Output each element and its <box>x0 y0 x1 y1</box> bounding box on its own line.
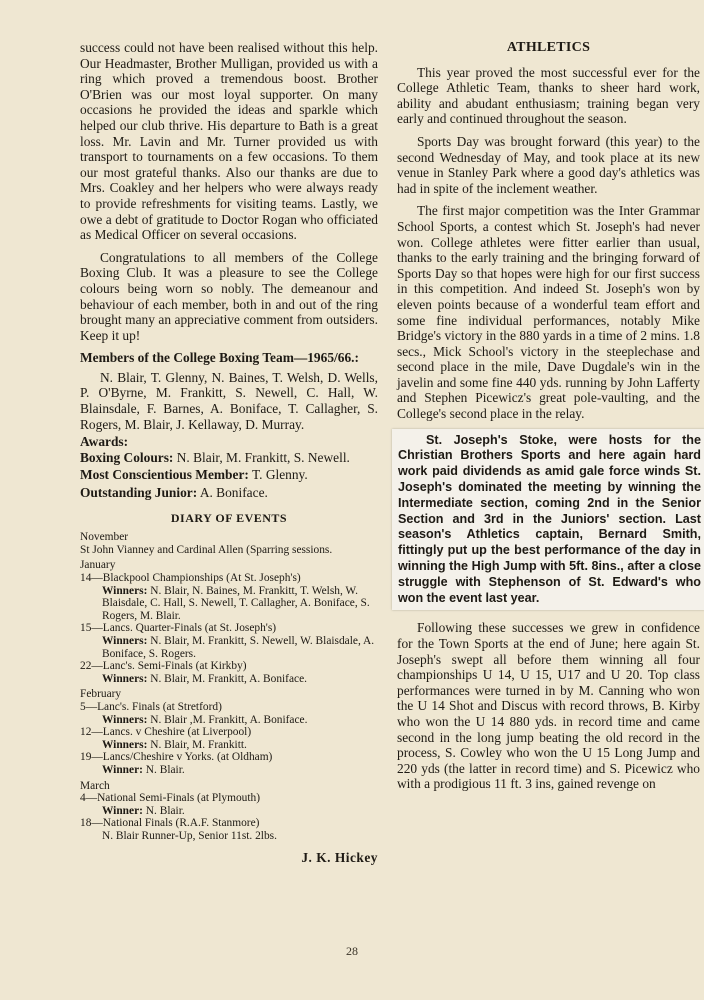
athletics-heading: ATHLETICS <box>506 40 591 55</box>
winners-label: Winners: <box>102 738 148 751</box>
award-boxing-colours <box>80 450 378 466</box>
diary-entry: 5—Lanc's. Finals (at Stretford) <box>80 700 222 713</box>
diary-note: N. Blair Runner-Up, Senior 11st. 2lbs. <box>102 829 277 842</box>
diary-of-events <box>80 531 378 842</box>
award-value: N. Blair, M. Frankitt, S. Newell. <box>176 449 350 465</box>
diary-winners <box>80 585 378 623</box>
diary-entry: St John Vianney and Cardinal Allen (Sparring sessions. <box>80 543 333 556</box>
month-march: March <box>80 779 110 792</box>
awards-heading: Awards: <box>80 434 129 450</box>
diary-winners <box>80 764 378 777</box>
winners-names: N. Blair, M. Frankitt, A. Boniface. <box>150 672 307 685</box>
award-outstanding-junior <box>80 485 378 501</box>
athletics-paragraph-1: This year proved the most successful ever for the College Athletic Team, thanks to sheer hard work, ability and abudant enthusiasm; training began very early and continued throughout the season. <box>397 64 700 127</box>
winners-label: Winners: <box>102 634 148 647</box>
diary-winners <box>80 635 378 660</box>
month-february: February <box>80 688 122 701</box>
members-heading: Members of the College Boxing Team—1965/66.: <box>80 350 359 366</box>
winners-names: N. Blair. <box>145 763 185 776</box>
right-column <box>397 40 700 799</box>
members-list: N. Blair, T. Glenny, N. Baines, T. Welsh, D. Wells, P. O'Byrne, M. Frankitt, S. Newell, C. Hall, W. Blainsdale, F. Barnes, A. Boniface, T. Callagher, S. Rogers, M. Blair, J. Kellaway, D. Murray. <box>80 369 378 432</box>
boxing-paragraph-2: Congratulations to all members of the College Boxing Club. It was a pleasure to see the College colours being worn so nobly. The demeanour and behaviour of each member, both in and out of the ring brought many an appreciative comment from outsiders. Keep it up! <box>80 249 378 343</box>
left-column <box>80 40 378 866</box>
award-most-conscientious <box>80 467 378 483</box>
diary-winners <box>80 714 378 727</box>
month-november: November <box>80 531 129 544</box>
newspaper-clipping <box>392 429 704 611</box>
award-value: T. Glenny. <box>251 467 308 483</box>
diary-winners <box>80 739 378 752</box>
winners-names: N. Blair ,M. Frankitt, A. Boniface. <box>150 713 308 726</box>
clipping-text: St. Joseph's Stoke, were hosts for the Christian Brothers Sports and here again hard work paid dividends as amid gale force winds St. Joseph's dominated the meeting by winning the Intermediate section, coming 2nd in the Senior Section and 3rd in the Juniors' section. Last season's Athletics captain, Bernard Smith, fittingly put up the best performance of the day in winning the High Jump with 5ft. 8ins., after a close struggle with Stephenson of St. Edward's who won the event last year. <box>398 432 701 605</box>
diary-winners <box>80 805 378 818</box>
diary-entry: 4—National Semi-Finals (at Plymouth) <box>80 792 261 805</box>
diary-entry: 15—Lancs. Quarter-Finals (at St. Joseph's) <box>80 622 277 635</box>
award-label: Most Conscientious Member: <box>80 467 249 483</box>
winners-label: Winner: <box>102 763 143 776</box>
boxing-paragraph-1: success could not have been realised without this help. Our Headmaster, Brother Mulligan, provided us with a ring which proved a tremendous boost. Brother O'Brien was our most loyal supporter. On many occasions he provided the ideas and sparkle which helped our club thrive. His departure to Bath is a great loss. Mr. Lavin and Mr. Turner provided us with transport to tournaments on a few occasions. To them our most grateful thanks. Also our thanks are due to Mrs. Coakley and her helpers who were always ready to provide refreshments for visiting teams. Lastly, we owe a debt of gratitude to Doctor Rogan who officiated as Medical Officer on several occasions. <box>80 40 378 243</box>
winners-label: Winners: <box>102 584 148 597</box>
winners-label: Winners: <box>102 713 148 726</box>
winners-names: N. Blair, M. Frankitt. <box>150 738 247 751</box>
athletics-paragraph-2: Sports Day was brought forward (this year) to the second Wednesday of May, and took place at its new venue in Stanley Park where a good day's athletics was had in spite of the inclement weather. <box>397 133 700 196</box>
diary-entry: 19—Lancs/Cheshire v Yorks. (at Oldham) <box>80 751 273 764</box>
diary-entry: 12—Lancs. v Cheshire (at Liverpool) <box>80 726 252 739</box>
award-value: A. Boniface. <box>199 485 268 501</box>
winners-label: Winners: <box>102 672 148 685</box>
winners-names: N. Blair, M. Frankitt, S. Newell, W. Blaisdale, A. Boniface, S. Rogers. <box>102 634 375 660</box>
athletics-paragraph-3: The first major competition was the Inter Grammar School Sports, a contest which St. Joseph's had never won. College athletes were fitter earlier than usual, thanks to the early training and the bringing forward of Sports Day so that hopes were high for our first success in this competition. And indeed St. Joseph's won by eleven points because of a wonderful team effort and some fine individual performances, notably Mike Bridge's victory in the 880 yards in a time of 2 mins. 1.8 secs., Mick School's victory in the steeplechase and second place in the mile, Dave Dugdale's win in the javelin and some fine 440 yds. running by John Lafferty and Stephen Picewicz's great pole-vaulting, and the College's second place in the relay. <box>397 203 700 422</box>
diary-winners <box>80 673 378 686</box>
winners-names: N. Blair. <box>145 804 185 817</box>
page-number: 28 <box>346 944 358 958</box>
winners-names: N. Blair, N. Baines, M. Frankitt, T. Welsh, W. Blaisdale, C. Hall, S. Newell, T. Callagher, A. Boniface, S. Rogers, M. Blair. <box>102 584 370 622</box>
signature: J. K. Hickey <box>301 850 378 866</box>
diary-title: DIARY OF EVENTS <box>170 510 288 525</box>
month-january: January <box>80 559 116 572</box>
award-label: Outstanding Junior: <box>80 485 198 501</box>
diary-entry: 22—Lanc's. Semi-Finals (at Kirkby) <box>80 660 247 673</box>
diary-entry: 14—Blackpool Championships (At St. Joseph's) <box>80 572 301 584</box>
diary-entry: 18—National Finals (R.A.F. Stanmore) <box>80 817 260 830</box>
athletics-paragraph-4: Following these successes we grew in confidence for the Town Sports at the end of June; here again St. Joseph's swept all before them winning all four championships U 14, U 15, U17 and U 20. Top class performances were turned in by M. Canning who won the U 14 Shot and Discus with record throws, B. Kirby who won the U 14 880 yds. in record time and came second in the long jump beating the old record in the process, S. Cowley who won the U 15 Long Jump and 220 yds (the latter in record time) and S. Picewicz who with a prodigious 11 ft. 3 ins, gained revenge on <box>397 620 700 792</box>
winners-label: Winner: <box>102 804 143 817</box>
award-label: Boxing Colours: <box>80 449 174 465</box>
